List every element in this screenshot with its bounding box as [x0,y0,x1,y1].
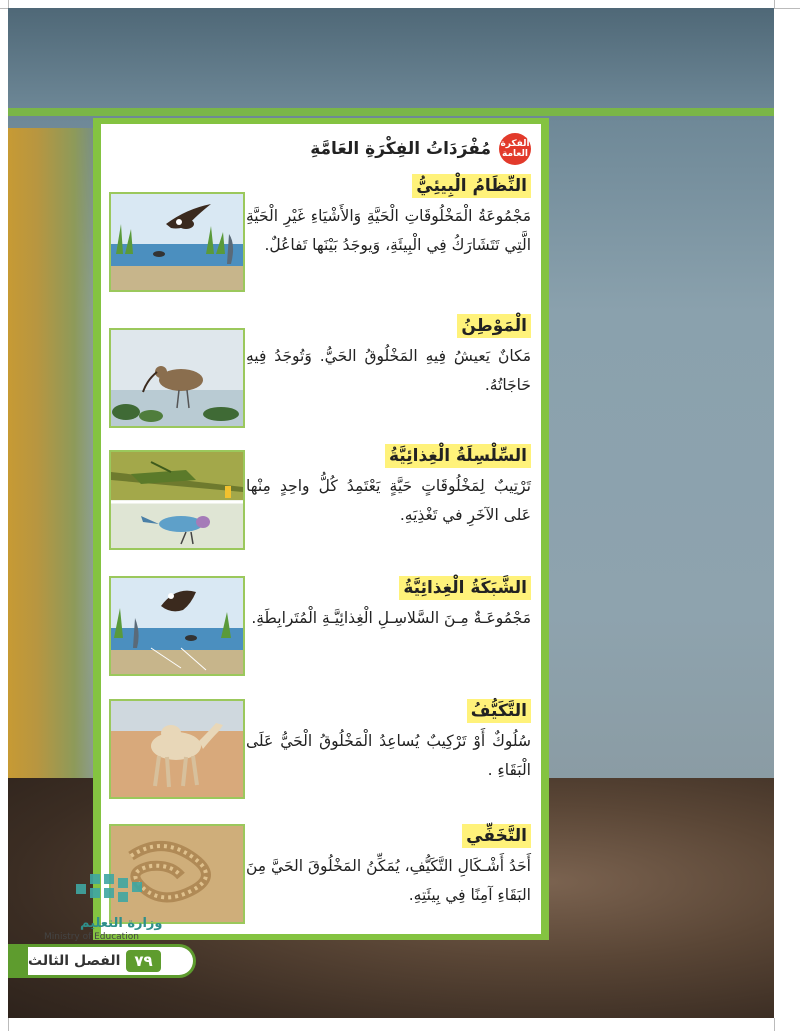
food-web-photo [109,576,245,676]
footer-label [28,947,193,975]
vocab-entry-habitat [101,314,541,424]
page-number: ٧٩ [126,950,160,972]
background-left-blur [8,128,103,828]
vocabulary-card [101,124,541,934]
vocab-entry-food-web [101,576,541,686]
crop-mark [774,1018,775,1031]
chapter-label: الفصل الثالث [28,953,121,969]
food-chain-photo [109,450,245,550]
vocab-definition: تَرْتِيبٌ لِمَخْلُوقَاتٍ حَيَّةٍ يَعْتَمِدُ كُلُّ واحِدٍ مِنْها عَلى الآخَرِ في تَغْذِيَهِ. [246,477,531,524]
page-footer [8,944,196,978]
vocab-definition: سُلُوكٌ أَوْ تَرْكِيبٌ يُساعِدُ الْمَخْلُوقُ الْحَيُّ عَلَى الْبَقَاءِ . [246,732,531,779]
chain-arrow [225,486,231,498]
crop-mark [774,8,800,9]
curlew-photo [109,328,245,428]
card-header [310,132,531,166]
ministry-name-en: Ministry of Education [44,932,139,942]
crop-mark [8,1018,9,1031]
vocab-definition: مَكانٌ يَعيشُ فِيهِ المَخْلُوقُ الحَيُّ. وَتُوجَدُ فِيهِ حَاجَاتُهُ. [246,347,531,394]
crop-mark [774,0,775,8]
vocab-entry-ecosystem [101,174,541,299]
vocab-definition: أَحَدُ أَشْـكَالِ التَّكَيُّفِ، يُمَكِّنُ المَخْلُوقَ الحَيَّ مِنَ البَقَاءِ آمِنًا فِي بِيئَتِهِ. [246,857,531,904]
vocab-term: الشَّبَكَةُ الْغِذائِيَّةُ [399,576,531,600]
vocab-definition: مَجْمُوعَةُ الْمَخْلُوقَاتِ الْحَيَّةِ وَالأَشْيَاءِ غَيْرِ الْحَيَّةِ الَّتِي تَتَشَارَكُ فِي الْبِيئَةِ، وَيوجَدُ بَيْنَها تَفاعُلٌ. [246,207,531,254]
vocab-definition: مَجْمُوعَـةٌ مِـنَ السَّلاسِـلِ الْغِذائِيَّـةِ الْمُتَرابِطَةِ. [251,609,531,627]
camel-photo [109,699,245,799]
ministry-name-ar: وزارة التعليم [80,916,163,931]
ecosystem-photo [109,192,245,292]
top-green-stripe [8,108,774,116]
crop-mark [0,8,8,9]
vocab-term: التَّكَيُّفُ [467,699,531,723]
vocab-term: التَّخَفِّي [462,824,531,848]
vocab-entry-adaptation [101,699,541,809]
vocab-term: النِّظَامُ الْبِيئِيُّ [412,174,531,198]
vocab-term: السِّلْسِلَةُ الْغِذائِيَّةُ [385,444,531,468]
big-idea-badge: الفكرة العامة [499,133,531,165]
vocab-entry-food-chain [101,444,541,554]
crop-mark [8,0,9,8]
card-title: مُفْرَدَاتُ الفِكْرَةِ العَامَّةِ [310,139,491,159]
vocab-term: الْمَوْطِنُ [457,314,531,338]
